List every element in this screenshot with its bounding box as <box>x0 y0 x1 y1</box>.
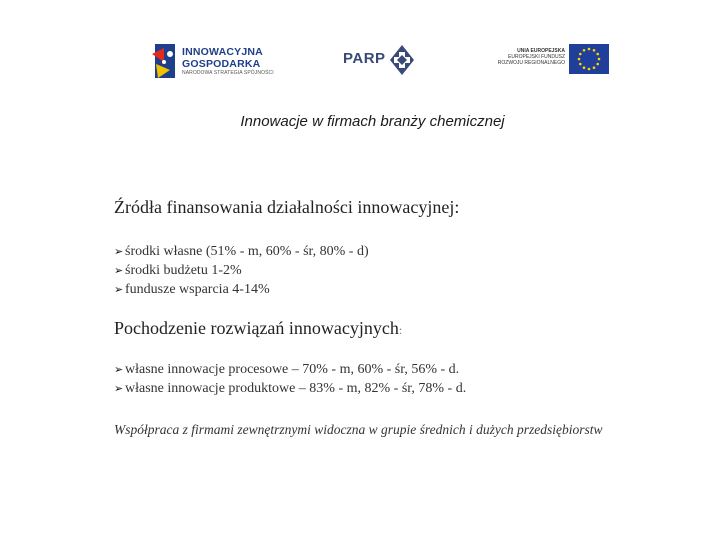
financing-sources-heading: Źródła finansowania działalności innowacyjnej: <box>114 197 460 217</box>
list-item <box>114 280 369 299</box>
narodowa-strategia-text: NARODOWA STRATEGIA SPÓJNOŚCI <box>182 70 274 76</box>
innovation-origin-heading <box>114 318 402 339</box>
arrow-bullet-icon: ➢ <box>114 283 124 296</box>
parp-logo <box>343 42 423 78</box>
innovation-origin-heading-text: Pochodzenie rozwiązań innowacyjnych <box>114 318 399 338</box>
list-item <box>114 360 466 379</box>
rozwoju-regionalnego-text: ROZWOJU REGIONALNEGO <box>497 60 565 66</box>
list-item <box>114 261 369 280</box>
parp-emblem-icon <box>388 43 416 77</box>
innowacyjna-text: INNOWACYJNA <box>182 46 263 58</box>
eu-fund-text <box>497 48 565 66</box>
list-item-text: własne innowacje procesowe – 70% - m, 60% - śr, 56% - d. <box>125 362 460 377</box>
list-item <box>114 379 466 398</box>
list-item-text: fundusze wsparcia 4-14% <box>125 282 270 297</box>
gospodarka-text: GOSPODARKA <box>182 58 261 70</box>
arrow-bullet-icon: ➢ <box>114 363 124 376</box>
heading-colon: : <box>398 323 403 337</box>
arrow-bullet-icon: ➢ <box>114 264 124 277</box>
eu-flag-icon <box>569 44 609 74</box>
arrow-bullet-icon: ➢ <box>114 382 124 395</box>
list-item-text: własne innowacje produktowe – 83% - m, 82% - śr, 78% - d. <box>125 381 467 396</box>
innovation-origin-list <box>114 360 466 398</box>
financing-sources-list <box>114 242 369 299</box>
page-subtitle: Innowacje w firmach branży chemicznej <box>240 113 505 130</box>
unia-europejska-text: UNIA EUROPEJSKA <box>517 48 565 54</box>
europejski-fundusz-text: EUROPEJSKI FUNDUSZ <box>508 54 565 60</box>
innowacyjna-gospodarka-emblem-icon <box>150 40 180 80</box>
parp-text: PARP <box>343 50 386 67</box>
list-item-text: środki własne (51% - m, 60% - śr, 80% - d) <box>125 244 369 259</box>
arrow-bullet-icon: ➢ <box>114 245 124 258</box>
list-item-text: środki budżetu 1-2% <box>125 263 242 278</box>
cooperation-note: Współpraca z firmami zewnętrznymi widoczna w grupie średnich i dużych przedsiębiorstw <box>114 422 603 437</box>
list-item <box>114 242 369 261</box>
eu-fund-logo <box>497 42 612 78</box>
logo-bar <box>0 38 720 82</box>
innowacyjna-gospodarka-logo <box>150 40 280 80</box>
